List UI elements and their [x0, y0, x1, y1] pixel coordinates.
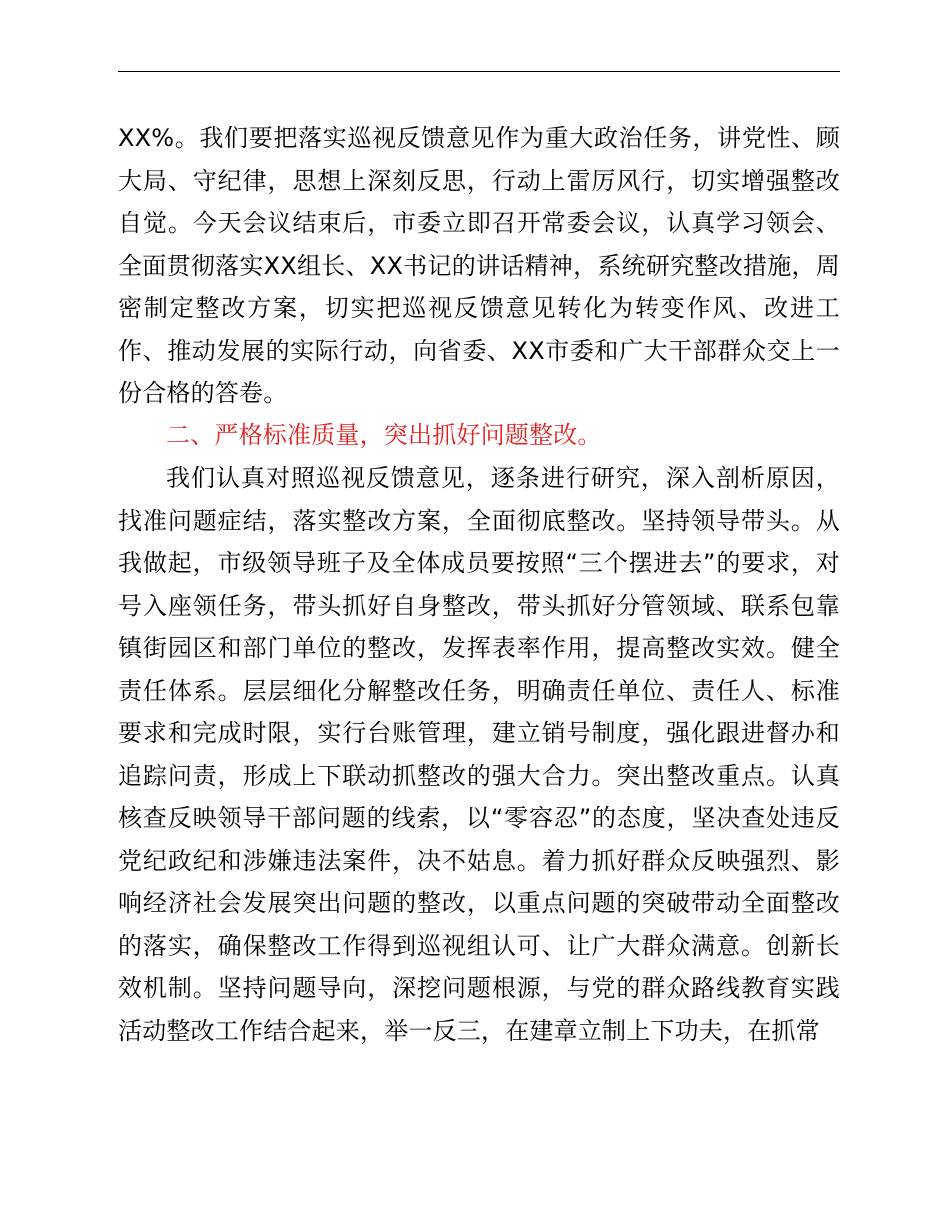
section-heading: 二、严格标准质量，突出抓好问题整改。: [166, 421, 602, 449]
paragraph-body: 我们认真对照巡视反馈意见，逐条进行研究，深入剖析原因，找准问题症结，落实整改方案，全面彻底整改。坚持领导带头。从我做起，市级领导班子及全体成员要按照“三个摆进去”的要求，对号入座领任务，带头抓好自身整改，带头抓好分管领域、联系包靠镇街园区和部门单位的整改，发挥表率作用，提高整改实效。健全责任体系。层层细化分解整改任务，明确责任单位、责任人、标准要求和完成时限，实行台账管理，建立销号制度，强化跟进督办和追踪问责，形成上下联动抓整改的强大合力。突出整改重点。认真核查反映领导干部问题的线索，以“零容忍”的态度，坚决查处违反党纪政纪和涉嫌违法案件，决不姑息。着力抓好群众反映强烈、影响经济社会发展突出问题的整改，以重点问题的突破带动全面整改的落实，确保整改工作得到巡视组认可、让广大群众满意。创新长效机制。坚持问题导向，深挖问题根源，与党的群众路线教育实践活动整改工作结合起来，举一反三，在建章立制上下功夫，在抓常: [118, 464, 840, 1045]
paragraph-continued: XX%。我们要把落实巡视反馈意见作为重大政治任务，讲党性、顾大局、守纪律，思想上深刻反思，行动上雷厉风行，切实增强整改自觉。今天会议结束后，市委立即召开常委会议，认真学习领会、全面贯彻落实XX组长、XX书记的讲话精神，系统研究整改措施，周密制定整改方案，切实把巡视反馈意见转化为转变作风、改进工作、推动发展的实际行动，向省委、XX市委和广大干部群众交上一份合格的答卷。: [118, 124, 840, 407]
header-rule: [118, 71, 840, 72]
